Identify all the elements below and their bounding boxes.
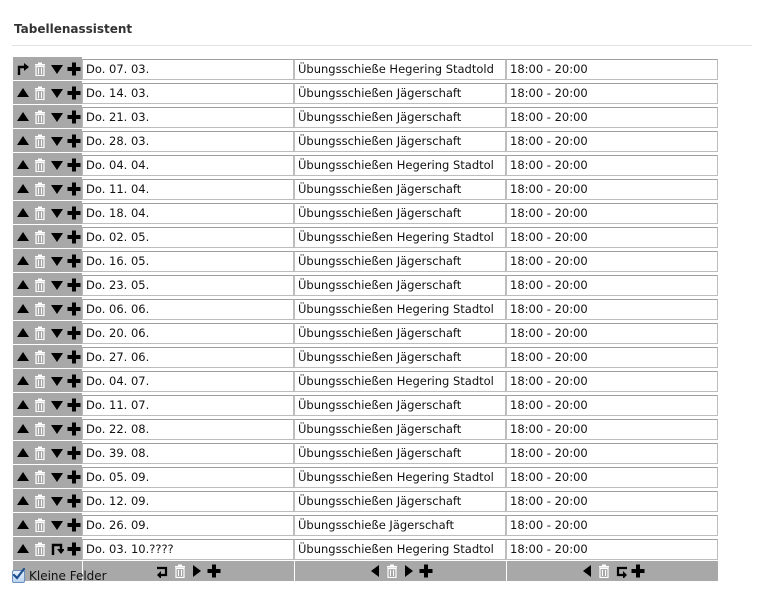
delete-row-icon[interactable] [32,349,48,365]
row-controls [13,393,82,417]
move-row-up-icon[interactable] [15,517,31,533]
event-field[interactable]: Übungsschießen Hegering Stadtol [294,371,506,392]
time-field[interactable]: 18:00 - 20:00 [506,251,718,272]
add-row-icon[interactable] [66,301,82,317]
time-field[interactable]: 18:00 - 20:00 [506,275,718,296]
row-controls [13,441,82,465]
delete-row-icon[interactable] [32,517,48,533]
move-row-down-icon[interactable] [49,61,65,77]
move-row-down-icon[interactable] [49,349,65,365]
move-row-up-icon[interactable] [15,229,31,245]
move-row-down-icon[interactable] [49,205,65,221]
delete-row-icon[interactable] [32,421,48,437]
event-field[interactable]: Übungsschießen Jägerschaft [294,347,506,368]
move-row-down-icon[interactable] [49,397,65,413]
event-field[interactable]: Übungsschieße Jägerschaft [294,515,506,536]
move-row-down-icon[interactable] [49,325,65,341]
event-field[interactable]: Übungsschießen Jägerschaft [294,203,506,224]
delete-row-icon[interactable] [32,493,48,509]
delete-row-icon[interactable] [32,469,48,485]
move-row-down-icon[interactable] [49,421,65,437]
add-row-icon[interactable] [66,373,82,389]
delete-row-icon[interactable] [32,325,48,341]
delete-row-icon[interactable] [32,277,48,293]
event-field[interactable]: Übungsschießen Jägerschaft [294,275,506,296]
header [12,0,752,46]
event-field[interactable]: Übungsschieße Hegering Stadtold [294,59,506,80]
move-row-down-icon[interactable] [49,373,65,389]
table-row [13,537,718,561]
move-column-right-icon[interactable] [401,563,417,579]
time-field[interactable]: 18:00 - 20:00 [506,155,718,176]
date-field[interactable]: Do. 06. 06. [82,299,294,320]
add-row-icon[interactable] [66,493,82,509]
event-field[interactable]: Übungsschießen Hegering Stadtol [294,155,506,176]
delete-row-icon[interactable] [32,157,48,173]
delete-row-icon[interactable] [32,373,48,389]
time-field[interactable]: 18:00 - 20:00 [506,179,718,200]
delete-row-icon[interactable] [32,61,48,77]
move-row-down-icon[interactable] [49,133,65,149]
move-column-left-icon[interactable] [579,563,595,579]
event-field[interactable]: Übungsschießen Jägerschaft [294,107,506,128]
table-row [13,465,718,489]
event-field[interactable]: Übungsschießen Jägerschaft [294,491,506,512]
row-controls [13,153,82,177]
event-field[interactable]: Übungsschießen Jägerschaft [294,251,506,272]
time-field[interactable]: 18:00 - 20:00 [506,227,718,248]
event-field[interactable]: Übungsschießen Hegering Stadtol [294,227,506,248]
move-row-up-icon[interactable] [15,469,31,485]
date-field[interactable]: Do. 28. 03. [82,131,294,152]
add-row-icon[interactable] [66,133,82,149]
date-field[interactable]: Do. 03. 10.???? [82,539,294,560]
row-controls [13,57,82,81]
add-column-icon[interactable] [206,563,222,579]
add-column-icon[interactable] [630,563,646,579]
table-row [13,129,718,153]
small-fields-option[interactable] [12,569,107,583]
delete-row-icon[interactable] [32,181,48,197]
table-row [13,297,718,321]
table-row [13,225,718,249]
row-controls [13,465,82,489]
column-controls-row [13,561,718,581]
add-row-icon[interactable] [66,253,82,269]
move-row-up-icon[interactable] [15,277,31,293]
row-controls [13,129,82,153]
event-field[interactable]: Übungsschießen Jägerschaft [294,395,506,416]
move-row-up-icon[interactable] [15,181,31,197]
delete-column-icon[interactable] [172,563,188,579]
delete-row-icon[interactable] [32,541,48,557]
add-row-icon[interactable] [66,157,82,173]
time-field[interactable]: 18:00 - 20:00 [506,515,718,536]
move-row-up-icon[interactable] [15,85,31,101]
row-controls [13,177,82,201]
add-row-icon[interactable] [66,349,82,365]
date-field[interactable]: Do. 05. 09. [82,467,294,488]
row-controls [13,273,82,297]
move-row-up-icon[interactable] [15,325,31,341]
row-controls [13,417,82,441]
table-row [13,345,718,369]
time-field[interactable]: 18:00 - 20:00 [506,491,718,512]
add-row-icon[interactable] [66,517,82,533]
time-field[interactable]: 18:00 - 20:00 [506,59,718,80]
delete-row-icon[interactable] [32,253,48,269]
time-field[interactable]: 18:00 - 20:00 [506,419,718,440]
move-row-up-icon[interactable] [15,445,31,461]
move-row-up-icon[interactable] [15,493,31,509]
move-row-down-icon[interactable] [49,469,65,485]
move-row-down-icon[interactable] [49,181,65,197]
delete-row-icon[interactable] [32,301,48,317]
move-row-down-icon[interactable] [49,493,65,509]
date-field[interactable]: Do. 21. 03. [82,107,294,128]
time-field[interactable]: 18:00 - 20:00 [506,131,718,152]
wrap-down-icon[interactable] [49,541,65,557]
add-row-icon[interactable] [66,85,82,101]
add-row-icon[interactable] [66,205,82,221]
delete-row-icon[interactable] [32,133,48,149]
move-row-up-icon[interactable] [15,421,31,437]
move-row-down-icon[interactable] [49,517,65,533]
row-controls [13,489,82,513]
row-controls [13,345,82,369]
date-field[interactable]: Do. 18. 04. [82,203,294,224]
date-field[interactable]: Do. 11. 04. [82,179,294,200]
event-field[interactable]: Übungsschießen Jägerschaft [294,83,506,104]
row-controls [13,537,82,561]
add-row-icon[interactable] [66,469,82,485]
add-row-icon[interactable] [66,181,82,197]
time-field[interactable]: 18:00 - 20:00 [506,467,718,488]
date-field[interactable]: Do. 16. 05. [82,251,294,272]
move-row-down-icon[interactable] [49,301,65,317]
date-field[interactable]: Do. 22. 08. [82,419,294,440]
table-row [13,513,718,537]
table-row [13,153,718,177]
date-field[interactable]: Do. 07. 03. [82,59,294,80]
move-row-up-icon[interactable] [15,205,31,221]
table-row [13,321,718,345]
delete-row-icon[interactable] [32,229,48,245]
date-field[interactable]: Do. 14. 03. [82,83,294,104]
move-row-up-icon[interactable] [15,349,31,365]
delete-row-icon[interactable] [32,205,48,221]
wrap-column-icon[interactable] [155,563,171,579]
row-controls [13,297,82,321]
event-field[interactable]: Übungsschießen Jägerschaft [294,323,506,344]
table-row [13,57,718,81]
date-field[interactable]: Do. 27. 06. [82,347,294,368]
move-row-up-icon[interactable] [15,253,31,269]
time-field[interactable]: 18:00 - 20:00 [506,539,718,560]
event-field[interactable]: Übungsschießen Jägerschaft [294,179,506,200]
add-column-icon[interactable] [418,563,434,579]
table-row [13,369,718,393]
date-field[interactable]: Do. 04. 04. [82,155,294,176]
date-field[interactable]: Do. 11. 07. [82,395,294,416]
move-row-up-icon[interactable] [15,157,31,173]
move-row-down-icon[interactable] [49,229,65,245]
table-row [13,393,718,417]
page-title: Tabellenassistent [14,22,133,36]
add-row-icon[interactable] [66,397,82,413]
delete-column-icon[interactable] [384,563,400,579]
small-fields-checkbox[interactable] [12,570,25,583]
time-field[interactable]: 18:00 - 20:00 [506,347,718,368]
date-field[interactable]: Do. 26. 09. [82,515,294,536]
move-row-down-icon[interactable] [49,277,65,293]
time-field[interactable]: 18:00 - 20:00 [506,83,718,104]
move-row-up-icon[interactable] [15,397,31,413]
table-row [13,441,718,465]
rotate-up-icon[interactable] [15,61,31,77]
wrap-column-icon[interactable] [613,563,629,579]
move-column-right-icon[interactable] [189,563,205,579]
add-row-icon[interactable] [66,61,82,77]
add-row-icon[interactable] [66,229,82,245]
add-row-icon[interactable] [66,277,82,293]
event-field[interactable]: Übungsschießen Jägerschaft [294,131,506,152]
event-field[interactable]: Übungsschießen Hegering Stadtol [294,299,506,320]
row-controls [13,321,82,345]
date-field[interactable]: Do. 39. 08. [82,443,294,464]
date-field[interactable]: Do. 20. 06. [82,323,294,344]
time-field[interactable]: 18:00 - 20:00 [506,371,718,392]
move-row-up-icon[interactable] [15,373,31,389]
event-field[interactable]: Übungsschießen Hegering Stadtol [294,539,506,560]
table-row [13,105,718,129]
delete-row-icon[interactable] [32,445,48,461]
move-row-down-icon[interactable] [49,253,65,269]
row-controls [13,249,82,273]
row-controls [13,225,82,249]
delete-row-icon[interactable] [32,397,48,413]
row-controls [13,201,82,225]
table-wizard [13,57,718,581]
table-row [13,489,718,513]
move-row-down-icon[interactable] [49,109,65,125]
delete-row-icon[interactable] [32,109,48,125]
checkmark-icon [12,568,25,581]
time-field[interactable]: 18:00 - 20:00 [506,203,718,224]
event-field[interactable]: Übungsschießen Jägerschaft [294,443,506,464]
table-row [13,249,718,273]
date-field[interactable]: Do. 12. 09. [82,491,294,512]
small-fields-label: Kleine Felder [29,569,107,583]
move-row-up-icon[interactable] [15,541,31,557]
event-field[interactable]: Übungsschießen Jägerschaft [294,419,506,440]
add-row-icon[interactable] [66,445,82,461]
row-controls [13,105,82,129]
date-field[interactable]: Do. 23. 05. [82,275,294,296]
table-row [13,81,718,105]
table-row [13,417,718,441]
row-controls [13,369,82,393]
time-field[interactable]: 18:00 - 20:00 [506,323,718,344]
delete-column-icon[interactable] [596,563,612,579]
event-field[interactable]: Übungsschießen Hegering Stadtol [294,467,506,488]
move-row-down-icon[interactable] [49,157,65,173]
row-controls [13,81,82,105]
table-row [13,201,718,225]
move-column-left-icon[interactable] [367,563,383,579]
date-field[interactable]: Do. 02. 05. [82,227,294,248]
add-row-icon[interactable] [66,541,82,557]
row-controls [13,513,82,537]
move-row-up-icon[interactable] [15,133,31,149]
time-field[interactable]: 18:00 - 20:00 [506,443,718,464]
delete-row-icon[interactable] [32,85,48,101]
add-row-icon[interactable] [66,421,82,437]
move-row-down-icon[interactable] [49,445,65,461]
move-row-down-icon[interactable] [49,85,65,101]
add-row-icon[interactable] [66,109,82,125]
time-field[interactable]: 18:00 - 20:00 [506,107,718,128]
table-row [13,273,718,297]
time-field[interactable]: 18:00 - 20:00 [506,395,718,416]
add-row-icon[interactable] [66,325,82,341]
table-row [13,177,718,201]
date-field[interactable]: Do. 04. 07. [82,371,294,392]
time-field[interactable]: 18:00 - 20:00 [506,299,718,320]
move-row-up-icon[interactable] [15,109,31,125]
move-row-up-icon[interactable] [15,301,31,317]
